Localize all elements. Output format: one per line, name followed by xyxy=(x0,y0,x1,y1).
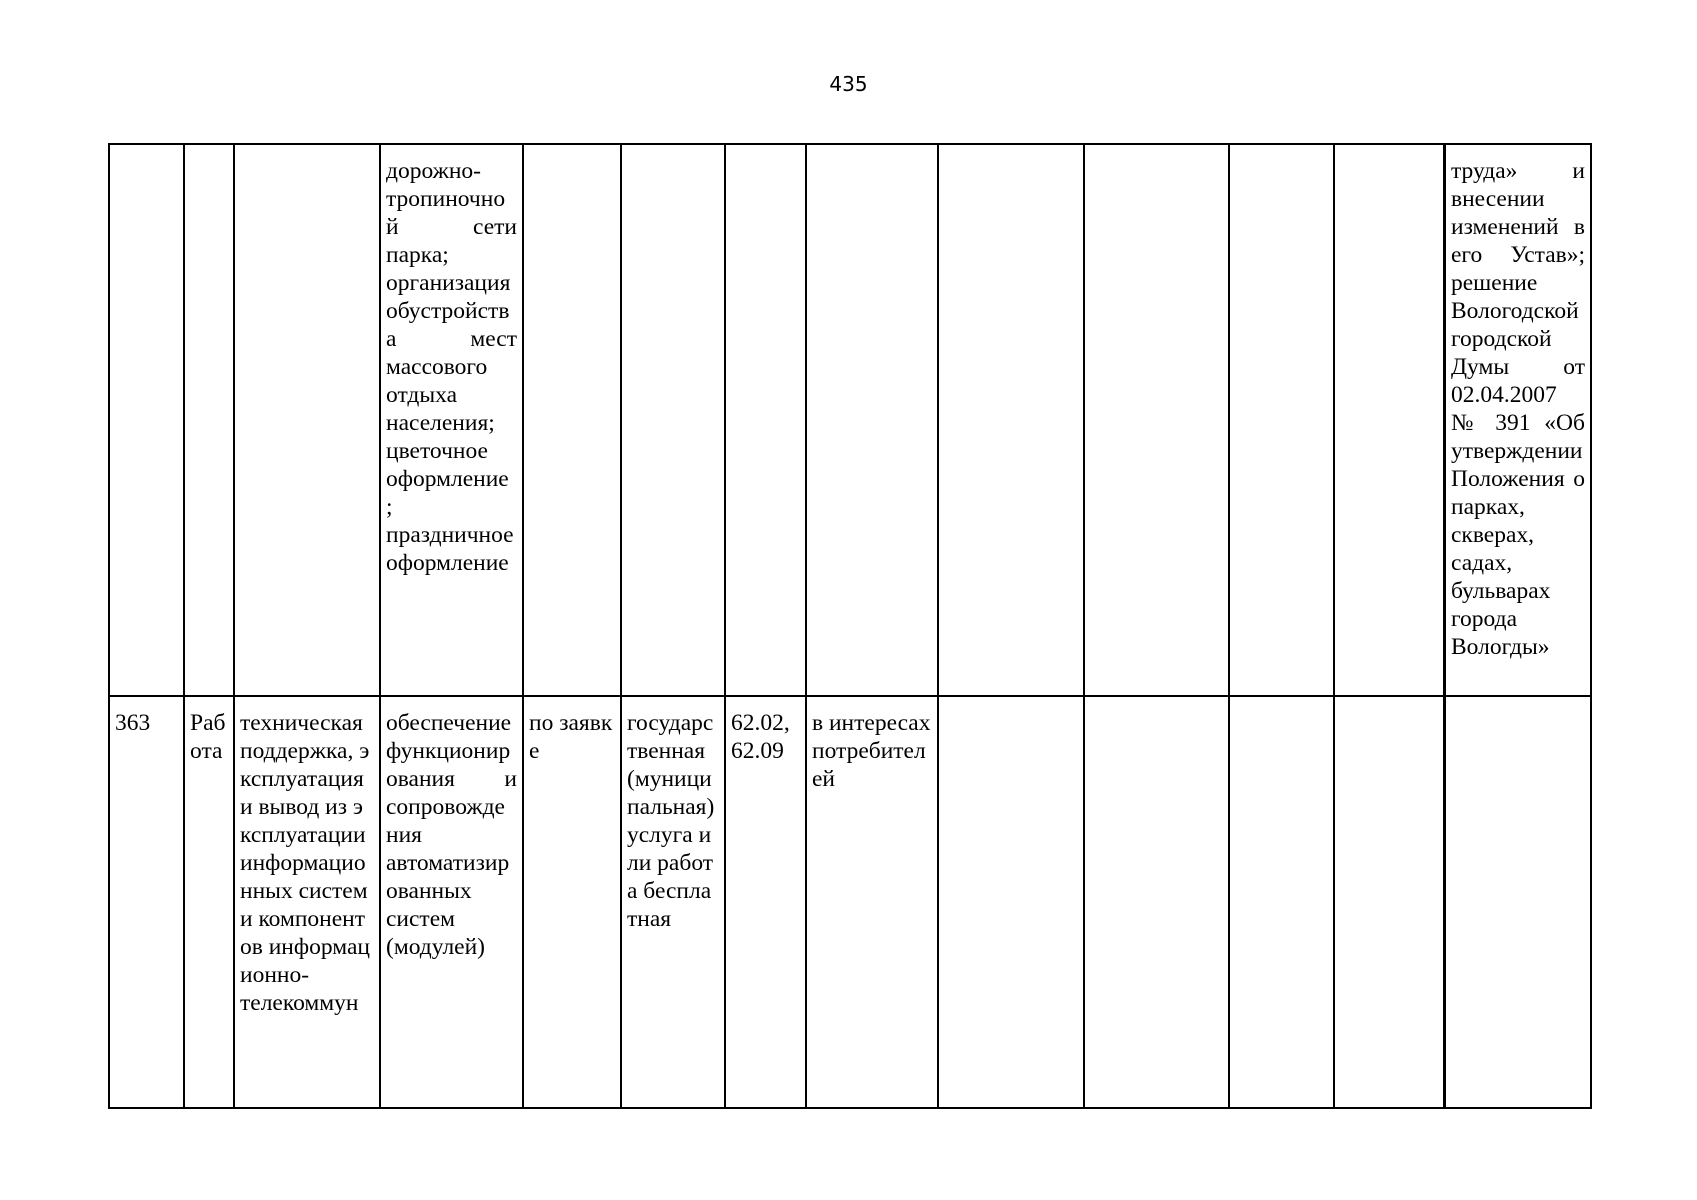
cell-consumer xyxy=(806,144,938,696)
cell-type xyxy=(184,144,234,696)
cell-provision xyxy=(523,144,621,696)
cell-consumer: в интересах потребителей xyxy=(806,696,938,1108)
registry-table xyxy=(108,143,1592,1109)
cell-number xyxy=(109,144,184,696)
cell-okved: 62.02, 62.09 xyxy=(725,696,806,1108)
cell-provision: по заявке xyxy=(523,696,621,1108)
cell-type: Работа xyxy=(184,696,234,1108)
cell-content: дорожно- тропиночной сети парка; организация обустройства мест массового отдыха населения; цветочное оформление ; праздничное оформление xyxy=(380,144,523,696)
cell-kind xyxy=(621,144,725,696)
cell-col9 xyxy=(938,696,1084,1108)
page-number: 435 xyxy=(829,72,868,96)
cell-col9 xyxy=(938,144,1084,696)
cell-col11 xyxy=(1229,696,1334,1108)
cell-legal-basis xyxy=(1445,696,1591,1108)
cell-name xyxy=(234,144,380,696)
cell-col12 xyxy=(1334,144,1444,696)
cell-col10 xyxy=(1084,696,1229,1108)
table-row xyxy=(109,144,1591,696)
cell-okved xyxy=(725,144,806,696)
cell-number: 363 xyxy=(109,696,184,1108)
cell-name: техническая поддержка, эксплуатация и вывод из эксплуатации информационных систем и компонентов информационно- телекоммун xyxy=(234,696,380,1108)
cell-col10 xyxy=(1084,144,1229,696)
table-row xyxy=(109,696,1591,1108)
cell-legal-basis: труда» и внесении изменений в его Устав»; решение Вологодской городской Думы от 02.04.2007 № 391 «Об утверждении Положения о парках, скверах, садах, бульварах города Вологды» xyxy=(1445,144,1591,696)
cell-content: обеспечение функционирования и сопровождения автоматизированных систем (модулей) xyxy=(380,696,523,1108)
cell-col12 xyxy=(1334,696,1444,1108)
cell-col11 xyxy=(1229,144,1334,696)
cell-kind: государственная (муниципальная) услуга или работа бесплатная xyxy=(621,696,725,1108)
